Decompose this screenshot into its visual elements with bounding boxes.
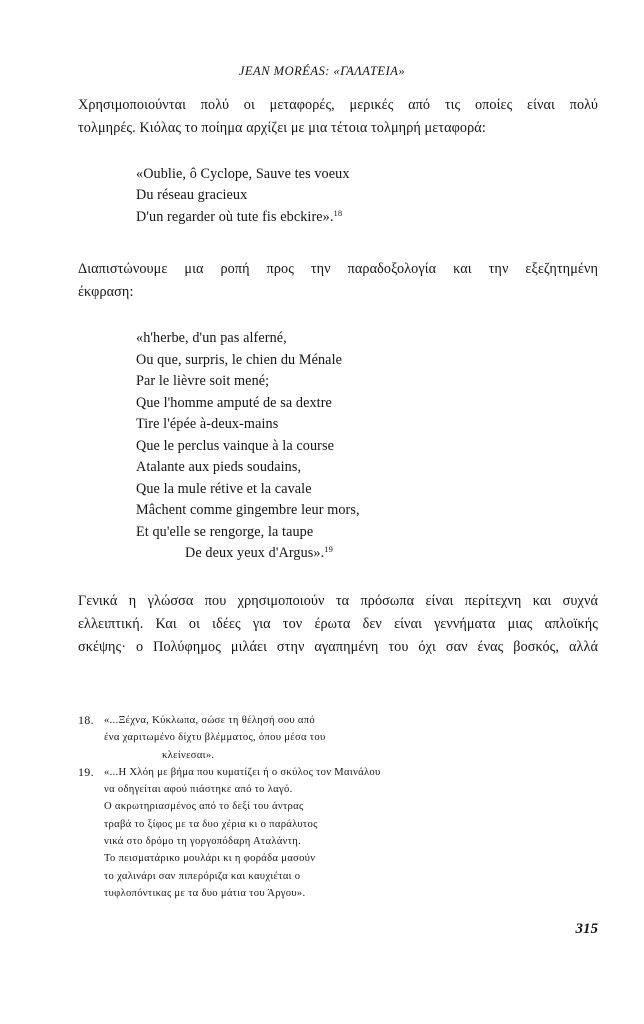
footnote-line: τυφλοπόντικας με τα δυο μάτια του Άργου». [104, 887, 306, 899]
verse-line: Ou que, surpris, le chien du Ménale [136, 351, 343, 368]
footnote-line: ένα χαριτωμένο δίχτυ βλέμματος, όπου μέσα του [104, 732, 326, 744]
paragraph-paradox [78, 258, 598, 304]
footnote-number: 18. [78, 713, 94, 727]
paragraph-line: ελλειπτική. Και οι ιδέες για τον έρωτα δεν είναι γεννήματα μιας απλοϊκής [78, 616, 598, 632]
verse-line-text: D'un regarder où tute fis ebckire». [136, 208, 334, 225]
footnote-marker-19: 19 [324, 544, 333, 554]
verse-line: «Oublie, ô Cyclope, Sauve tes voeux [136, 166, 350, 182]
footnote-line: νικά στο δρόμο τη γοργοπόδαρη Αταλάντη. [104, 836, 302, 848]
footnote-line: «...Ξέχνα, Κύκλωπα, σώσε τη θέλησή σου από [104, 715, 316, 726]
verse-line: «h'herbe, d'un pas alferné, [136, 330, 287, 346]
verse-line: Par le lièvre soit mené; [136, 373, 270, 389]
paragraph-line: έκφραση: [78, 284, 134, 300]
paragraph-line: τολμηρές. Κιόλας το ποίημα αρχίζει με μια τέτοια τολμηρή μεταφορά: [78, 120, 486, 136]
running-header: JEAN MORÉAS: «ΓΑΛΑΤΕΙΑ» [238, 64, 406, 78]
footnote-line: το χαλινάρι σαν πιπερόριζα και καυχιέται ο [104, 870, 301, 882]
footnote-19 [78, 764, 381, 902]
footnotes [78, 712, 381, 902]
paragraph-metaphors [78, 94, 598, 140]
paragraph-line: Χρησιμοποιούνται πολύ οι μεταφορές, μερικές από τις οποίες είναι πολύ [78, 97, 598, 113]
footnote-text [78, 764, 381, 902]
footnote-line: Το πεισματάρικο μουλάρι κι η φοράδα μασούν [104, 853, 316, 865]
footnote-text [78, 712, 381, 764]
footnote-line: να οδηγείται αφού πιάστηκε από το λαγό. [104, 784, 293, 796]
verse-line: Que l'homme amputé de sa dextre [136, 394, 332, 411]
paragraph-language [78, 590, 598, 659]
verse-quote-2 [136, 328, 360, 565]
verse-line: Du réseau gracieux [136, 187, 248, 204]
footnote-18 [78, 712, 381, 764]
footnote-line: τραβά το ξίφος με τα δυο χέρια κι ο παράλυτος [104, 818, 318, 830]
verse-line [136, 543, 360, 565]
verse-line: Que la mule rétive et la cavale [136, 480, 312, 497]
verse-line: Que le perclus vainque à la course [136, 437, 334, 454]
verse-line: Tire l'épée à-deux-mains [136, 416, 279, 432]
footnote-marker-18: 18 [333, 207, 343, 218]
verse-line: Atalante aux pieds soudains, [136, 459, 302, 475]
footnote-line: κλείνεσαι». [162, 749, 215, 761]
footnote-line: Ο ακρωτηριασμένος από το δεξί του άντρας [104, 801, 304, 813]
paragraph-line: σκέψης· ο Πολύφημος μιλάει στην αγαπημένη του όχι σαν ένας βοσκός, αλλά [78, 639, 598, 655]
verse-line [136, 207, 350, 228]
footnote-number: 19. [78, 764, 94, 779]
verse-quote-1 [136, 164, 350, 228]
verse-line: Mâchent comme gingembre leur mors, [136, 502, 360, 518]
footnote-line: «...Η Χλόη με βήμα που κυματίζει ή ο σκύλος τον Μαινάλου [104, 766, 381, 778]
paragraph-line: Διαπιστώνουμε μια ροπή προς την παραδοξολογία και την εξεζητημένη [78, 261, 598, 277]
paragraph-line: Γενικά η γλώσσα που χρησιμοποιούν τα πρόσωπα είναι περίτεχνη και συχνά [78, 593, 598, 609]
page-number: 315 [575, 921, 598, 937]
verse-line: Et qu'elle se rengorge, la taupe [136, 523, 314, 540]
verse-line-text: De deux yeux d'Argus». [185, 545, 325, 561]
